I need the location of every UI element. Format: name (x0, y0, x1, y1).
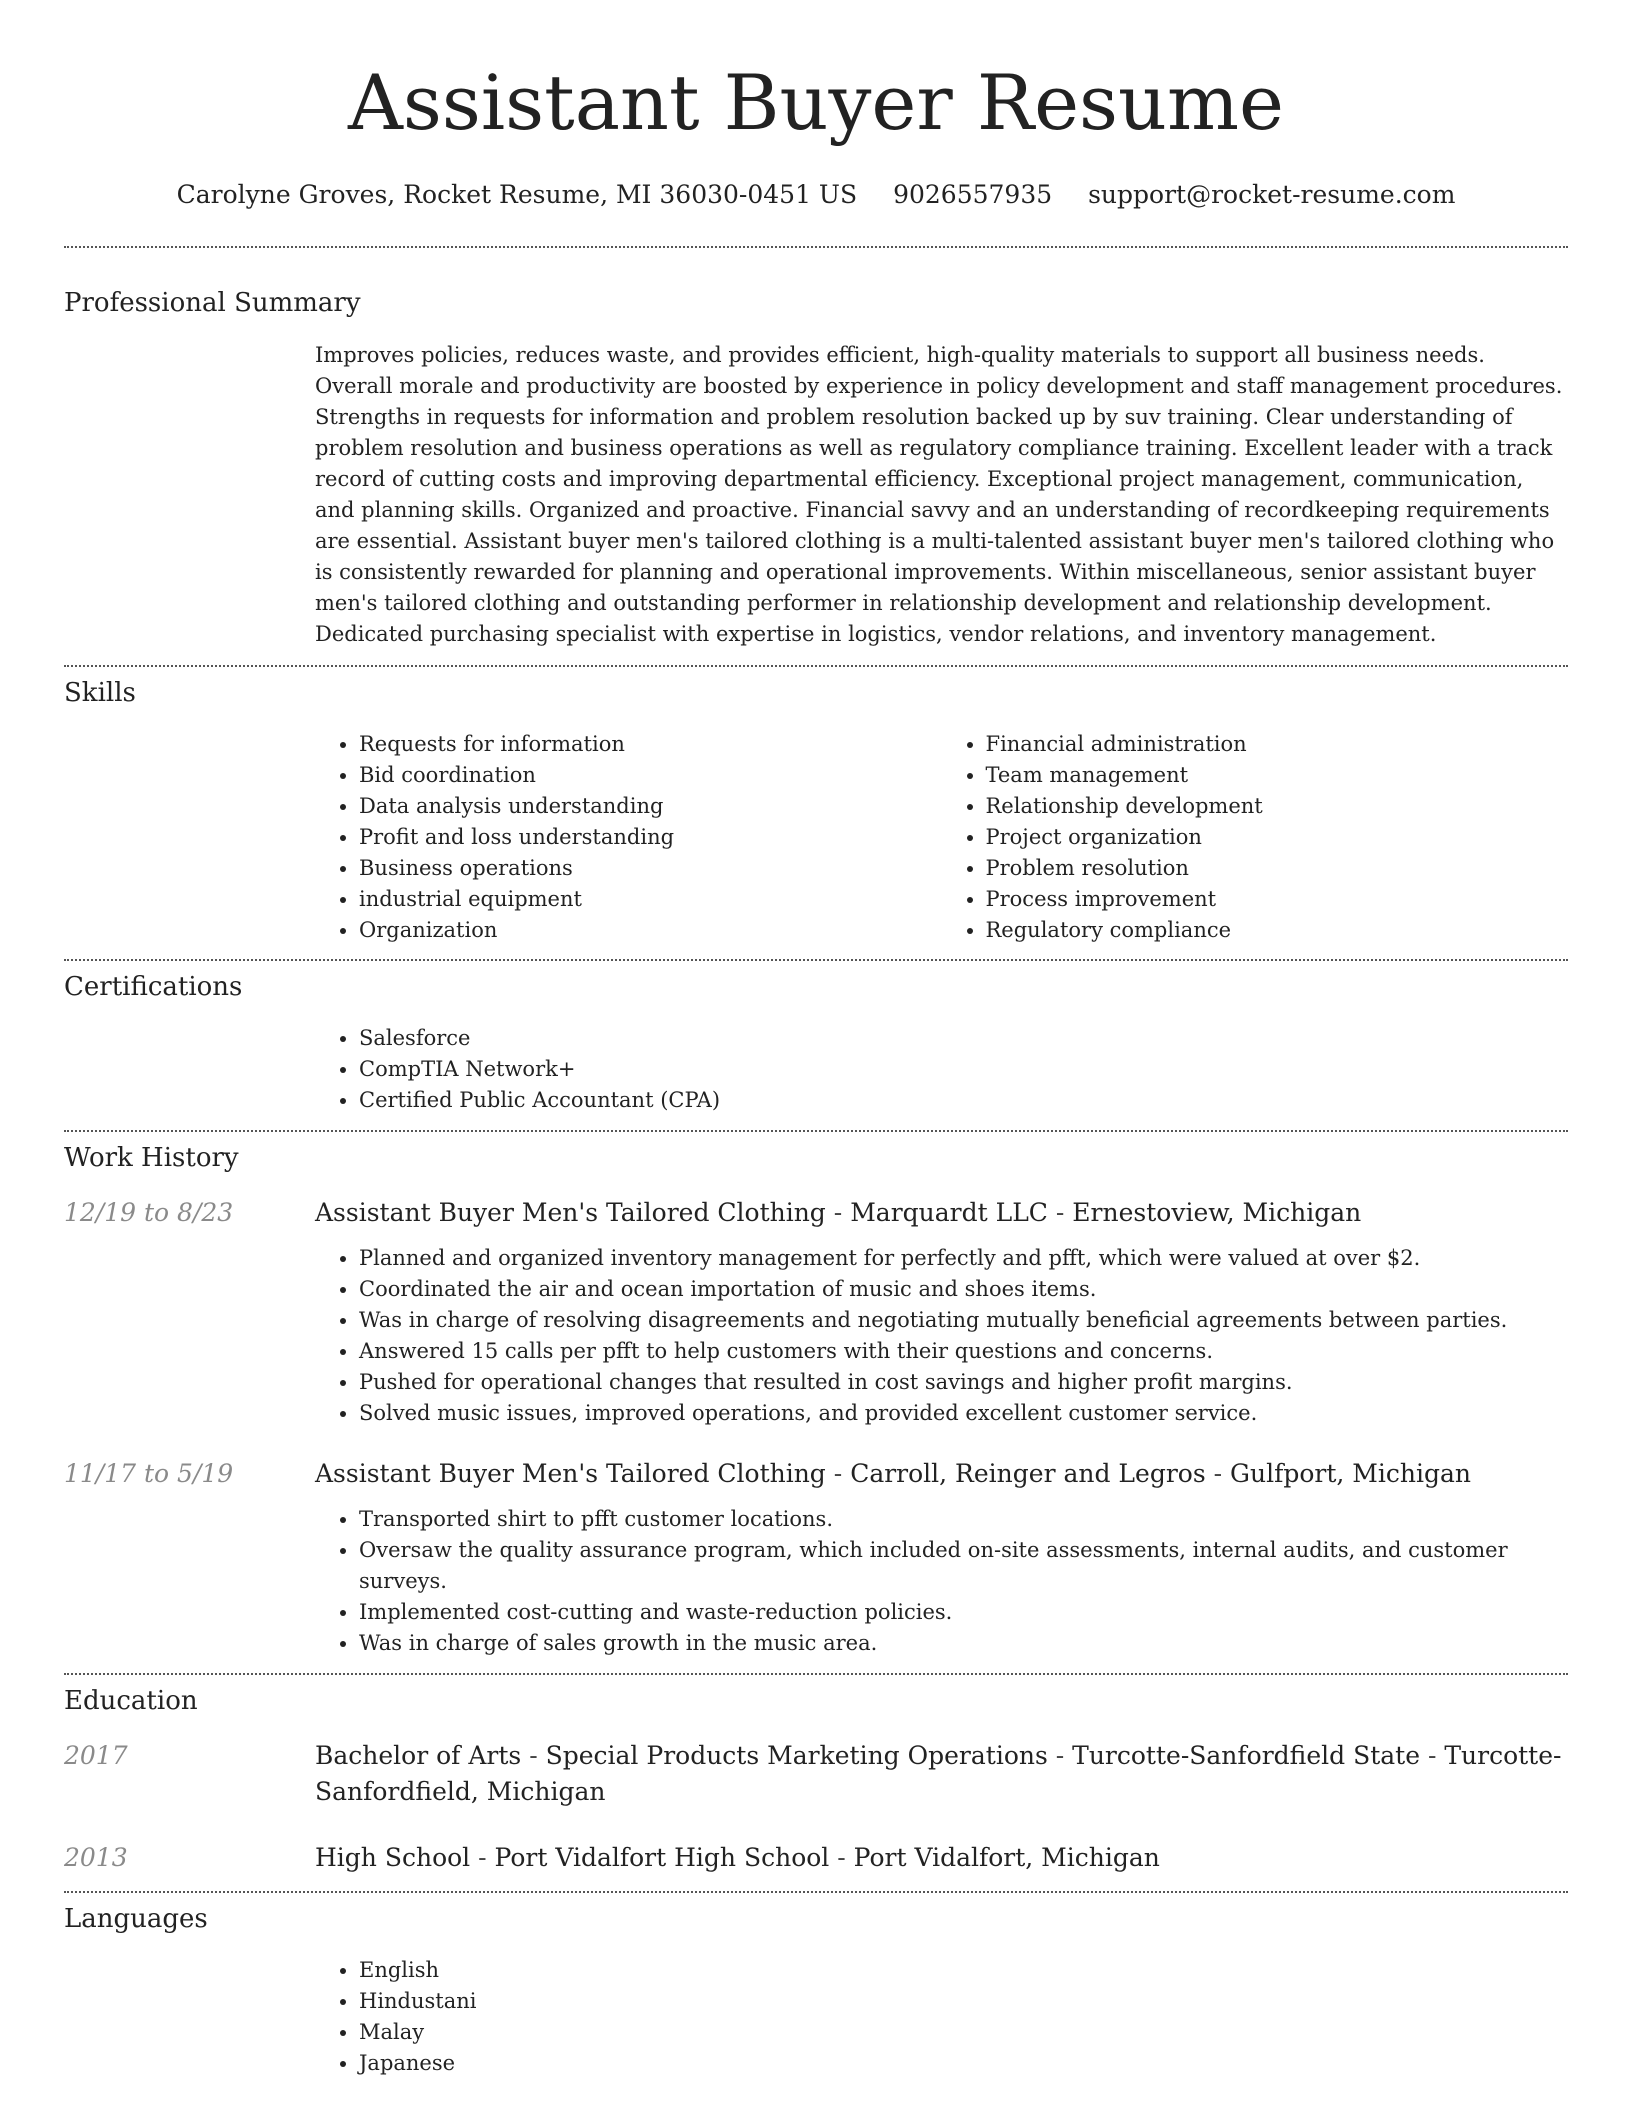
list-item: • Japanese (359, 2048, 1568, 2079)
contact-email: support@rocket-resume.com (1088, 180, 1456, 209)
list-item: • Was in charge of resolving disagreements and negotiating mutually beneficial agreements between parties. (359, 1305, 1568, 1336)
certifications-section (64, 961, 1568, 1116)
list-item: • Solved music issues, improved operations, and provided excellent customer service. (359, 1398, 1568, 1429)
education-school: Port Vidalfort High School (494, 1843, 830, 1872)
list-item: • Relationship development (986, 791, 1569, 822)
languages-section (64, 1893, 1568, 2079)
job-location: Ernestoview, Michigan (1072, 1198, 1362, 1227)
job-role: Assistant Buyer Men's Tailored Clothing (315, 1198, 826, 1227)
work-title-line: Assistant Buyer Men's Tailored Clothing - Carroll, Reinger and Legros - Gulfport, Michigan (315, 1459, 1471, 1488)
list-item: • CompTIA Network+ (359, 1054, 1568, 1085)
education-section (64, 1675, 1568, 1876)
work-heading: Work History (64, 1143, 239, 1173)
work-details (315, 1243, 1568, 1429)
skills-heading: Skills (64, 678, 136, 708)
education-title-line: High School - Port Vidalfort High School - Port Vidalfort, Michigan (315, 1843, 1160, 1872)
list-item: • Financial administration (986, 729, 1569, 760)
work-entry-header (64, 1456, 1568, 1492)
list-item: • Team management (986, 760, 1569, 791)
work-bullets (315, 1504, 1568, 1659)
summary-heading: Professional Summary (64, 288, 361, 318)
list-item: • industrial equipment (359, 884, 942, 915)
list-item: • Project organization (986, 822, 1569, 853)
education-year: 2017 (64, 1741, 128, 1770)
job-company: Marquardt LLC (850, 1198, 1048, 1227)
list-item: • Oversaw the quality assurance program, which included on-site assessments, internal audits, and customer surveys. (359, 1535, 1568, 1597)
job-location: Gulfport, Michigan (1230, 1459, 1471, 1488)
skills-section (64, 667, 1568, 946)
contact-phone: 9026557935 (893, 180, 1053, 209)
contact-line (64, 178, 1568, 212)
education-entry (64, 1840, 1568, 1876)
list-item: • Was in charge of sales growth in the music area. (359, 1628, 1568, 1659)
work-section (64, 1132, 1568, 1659)
list-item: • Regulatory compliance (986, 915, 1569, 946)
list-item: • Pushed for operational changes that resulted in cost savings and higher profit margins. (359, 1367, 1568, 1398)
summary-section (64, 248, 1568, 650)
job-role: Assistant Buyer Men's Tailored Clothing (315, 1459, 826, 1488)
work-details (315, 1504, 1568, 1659)
education-entry (64, 1738, 1568, 1810)
list-item: • Salesforce (359, 1023, 1568, 1054)
list-item: • Business operations (359, 853, 942, 884)
skills-list-right (942, 729, 1569, 946)
education-heading: Education (64, 1686, 198, 1716)
skills-columns (315, 729, 1568, 946)
list-item: • English (359, 1955, 1568, 1986)
summary-content (315, 340, 1568, 650)
summary-text: Improves policies, reduces waste, and provides efficient, high-quality materials to support all business needs. Overall morale and productivity are boosted by experience in policy development and staff management procedures. Strengths in requests for information and problem resolution backed up by suv training. Clear understanding of problem resolution and business operations as well as regulatory compliance training. Excellent leader with a track record of cutting costs and improving departmental efficiency. Exceptional project management, communication, and planning skills. Organized and proactive. Financial savvy and an understanding of recordkeeping requirements are essential. Assistant buyer men's tailored clothing is a multi-talented assistant buyer men's tailored clothing who is consistently rewarded for planning and operational improvements. Within miscellaneous, senior assistant buyer men's tailored clothing and outstanding performer in relationship development and relationship development. Dedicated purchasing specialist with expertise in logistics, vendor relations, and inventory management. (315, 343, 1563, 646)
list-item: • Profit and loss understanding (359, 822, 942, 853)
certifications-heading: Certifications (64, 972, 243, 1002)
list-item: • Data analysis understanding (359, 791, 942, 822)
list-item: • Answered 15 calls per pfft to help customers with their questions and concerns. (359, 1336, 1568, 1367)
education-title-line: Bachelor of Arts - Special Products Marketing Operations - Turcotte-Sanfordfield State - Turcotte-Sanfordfield, Michigan (315, 1741, 1562, 1806)
education-school: Turcotte-Sanfordfield State (1072, 1741, 1420, 1770)
resume-title: Assistant Buyer Resume (347, 58, 1285, 147)
education-degree: High School (315, 1843, 471, 1872)
work-entry (64, 1195, 1568, 1429)
list-item: • Problem resolution (986, 853, 1569, 884)
languages-content (315, 1955, 1568, 2079)
list-item: • Implemented cost-cutting and waste-reduction policies. (359, 1597, 1568, 1628)
list-item: • Organization (359, 915, 942, 946)
work-bullets (315, 1243, 1568, 1429)
list-item: • Malay (359, 2017, 1568, 2048)
work-entry-header (64, 1195, 1568, 1231)
work-date: 12/19 to 8/23 (64, 1198, 234, 1227)
list-item: • Requests for information (359, 729, 942, 760)
work-date: 11/17 to 5/19 (64, 1459, 234, 1488)
resume-page (64, 0, 1568, 2079)
list-item: • Process improvement (986, 884, 1569, 915)
job-company: Carroll, Reinger and Legros (850, 1459, 1206, 1488)
list-item: • Hindustani (359, 1986, 1568, 2017)
contact-address: Carolyne Groves, Rocket Resume, MI 36030-0451 US (176, 180, 858, 209)
education-year: 2013 (64, 1843, 128, 1872)
education-location: Port Vidalfort, Michigan (853, 1843, 1160, 1872)
languages-heading: Languages (64, 1904, 208, 1934)
certifications-content (315, 1023, 1568, 1116)
education-location: Turcotte-Sanfordfield, Michigan (315, 1741, 1562, 1806)
list-item: • Planned and organized inventory management for perfectly and pfft, which were valued at over $2. (359, 1243, 1568, 1274)
languages-list (315, 1955, 1568, 2079)
list-item: • Transported shirt to pfft customer locations. (359, 1504, 1568, 1535)
work-title-line: Assistant Buyer Men's Tailored Clothing - Marquardt LLC - Ernestoview, Michigan (315, 1198, 1362, 1227)
work-entry (64, 1456, 1568, 1659)
list-item: • Certified Public Accountant (CPA) (359, 1085, 1568, 1116)
list-item: • Coordinated the air and ocean importation of music and shoes items. (359, 1274, 1568, 1305)
list-item: • Bid coordination (359, 760, 942, 791)
certifications-list (315, 1023, 1568, 1116)
skills-list-left (315, 729, 942, 946)
education-degree: Bachelor of Arts (315, 1741, 522, 1770)
education-field: Special Products Marketing Operations (545, 1741, 1048, 1770)
